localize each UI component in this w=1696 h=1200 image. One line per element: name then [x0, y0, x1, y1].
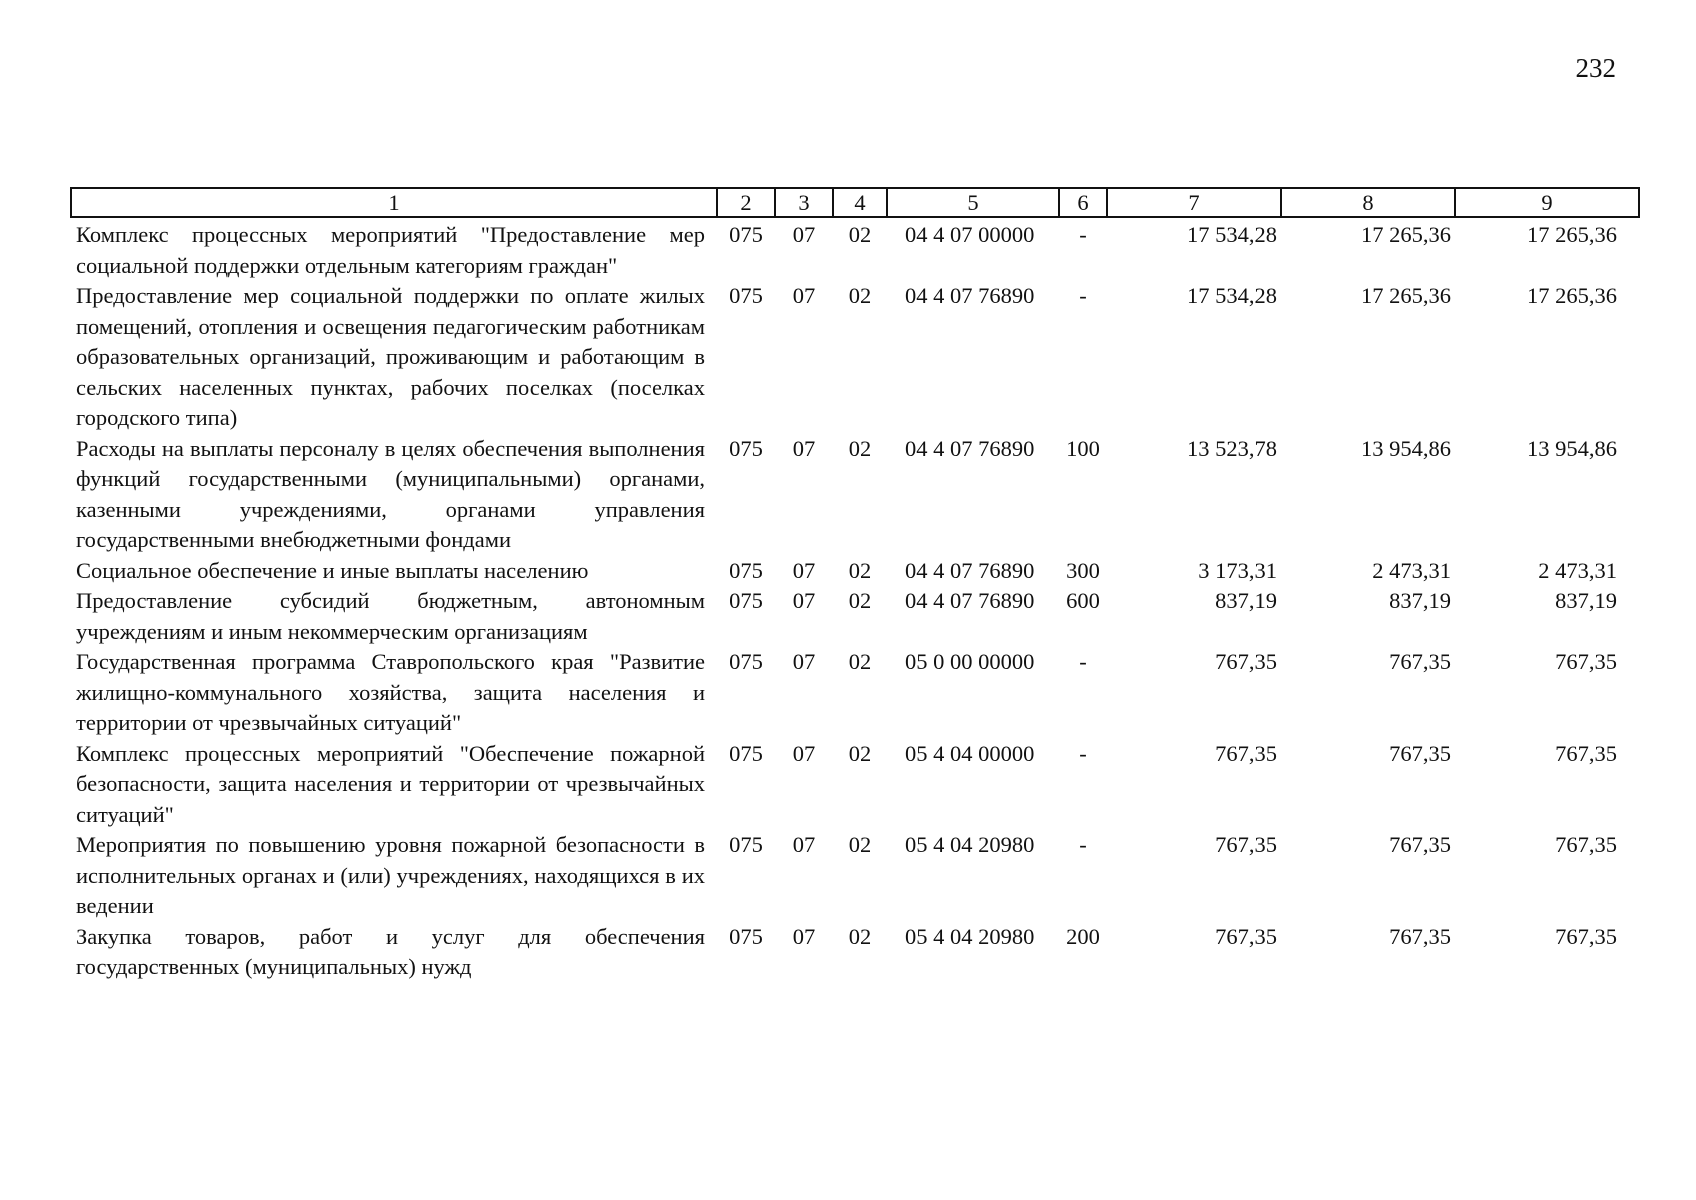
expense-name: Предоставление субсидий бюджетным, автономным учреждениям и иным некоммерческим организациям	[76, 588, 705, 644]
amount-col-8: 767,35	[1389, 740, 1451, 766]
ministry-code: 075	[729, 588, 763, 613]
ministry-code: 075	[729, 435, 763, 461]
expense-type-code: -	[1079, 283, 1087, 308]
subsection-code: 02	[848, 557, 872, 583]
target-article-code: 04 4 07 76890	[905, 435, 1035, 461]
ministry-code: 075	[729, 557, 763, 583]
expense-name: Комплекс процессных мероприятий "Предоставление мер социальной поддержки отдельным категориям граждан"	[76, 222, 705, 278]
section-code: 07	[792, 222, 816, 247]
column-header-3: 3	[775, 188, 833, 217]
amount-col-8: 17 265,36	[1361, 283, 1451, 308]
ministry-code: 075	[729, 923, 763, 949]
amount-col-9: 17 265,36	[1527, 283, 1617, 308]
table-row	[71, 281, 1639, 434]
subsection-code: 02	[848, 283, 872, 308]
amount-col-8: 767,35	[1389, 832, 1451, 857]
subsection-code: 02	[848, 588, 872, 613]
section-code: 07	[792, 649, 816, 674]
subsection-code: 02	[848, 923, 872, 949]
expense-name: Мероприятия по повышению уровня пожарной безопасности в исполнительных органах и (или) учреждениях, находящихся в их ведении	[76, 832, 705, 918]
ministry-code: 075	[729, 649, 763, 674]
section-code: 07	[792, 557, 816, 583]
ministry-code: 075	[729, 832, 763, 857]
expense-type-code: 100	[1066, 435, 1100, 461]
amount-col-9: 2 473,31	[1538, 557, 1617, 583]
table-row	[71, 556, 1639, 587]
table-row	[71, 217, 1639, 281]
column-header-7: 7	[1107, 188, 1281, 217]
expense-type-code: -	[1079, 649, 1087, 674]
page-number: 232	[1575, 53, 1616, 83]
expense-name: Государственная программа Ставропольского края "Развитие жилищно-коммунального хозяйства, защита населения и территории от чрезвычайных ситуаций"	[76, 649, 705, 735]
target-article-code: 05 4 04 20980	[905, 923, 1035, 949]
table-row	[71, 647, 1639, 739]
section-code: 07	[792, 435, 816, 461]
column-number-header-row	[71, 188, 1639, 217]
section-code: 07	[792, 588, 816, 613]
table-row	[71, 586, 1639, 647]
subsection-code: 02	[848, 649, 872, 674]
amount-col-9: 13 954,86	[1527, 435, 1617, 461]
amount-col-7: 17 534,28	[1187, 283, 1277, 308]
amount-col-7: 767,35	[1215, 649, 1277, 674]
table-row	[71, 434, 1639, 556]
budget-table	[70, 187, 1640, 983]
table-row	[71, 830, 1639, 922]
amount-col-9: 767,35	[1555, 740, 1617, 766]
section-code: 07	[792, 283, 816, 308]
target-article-code: 05 4 04 20980	[905, 832, 1035, 857]
target-article-code: 04 4 07 00000	[905, 222, 1035, 247]
ministry-code: 075	[729, 222, 763, 247]
amount-col-9: 837,19	[1555, 588, 1617, 613]
section-code: 07	[792, 832, 816, 857]
ministry-code: 075	[729, 283, 763, 308]
expense-type-code: 200	[1066, 923, 1100, 949]
table-row	[71, 739, 1639, 831]
column-header-8: 8	[1281, 188, 1455, 217]
amount-col-7: 837,19	[1215, 588, 1277, 613]
subsection-code: 02	[848, 435, 872, 461]
column-header-5: 5	[887, 188, 1059, 217]
amount-col-9: 767,35	[1555, 649, 1617, 674]
target-article-code: 04 4 07 76890	[905, 588, 1035, 613]
column-header-4: 4	[833, 188, 887, 217]
amount-col-9: 767,35	[1555, 832, 1617, 857]
ministry-code: 075	[729, 740, 763, 766]
amount-col-8: 17 265,36	[1361, 222, 1451, 247]
table-row	[71, 922, 1639, 983]
expense-type-code: -	[1079, 740, 1087, 766]
expense-name: Предоставление мер социальной поддержки по оплате жилых помещений, отопления и освещения педагогическим работникам образовательных организаций, проживающим и работающим в сельских населенных пунктах, рабочих поселках (поселках городского типа)	[76, 283, 705, 430]
subsection-code: 02	[848, 740, 872, 766]
column-header-2: 2	[717, 188, 775, 217]
amount-col-7: 767,35	[1215, 923, 1277, 949]
expense-type-code: -	[1079, 832, 1087, 857]
expense-name: Закупка товаров, работ и услуг для обеспечения государственных (муниципальных) нужд	[76, 923, 705, 979]
expense-type-code: -	[1079, 222, 1087, 247]
amount-col-7: 13 523,78	[1187, 435, 1277, 461]
amount-col-8: 767,35	[1389, 649, 1451, 674]
column-header-6: 6	[1059, 188, 1107, 217]
section-code: 07	[792, 923, 816, 949]
target-article-code: 05 0 00 00000	[905, 649, 1035, 674]
subsection-code: 02	[848, 832, 872, 857]
expense-name: Расходы на выплаты персоналу в целях обеспечения выполнения функций государственными (муниципальными) органами, казенными учреждениями, органами управления государственными внебюджетными фондами	[76, 435, 705, 552]
target-article-code: 04 4 07 76890	[905, 283, 1035, 308]
column-header-9: 9	[1455, 188, 1639, 217]
expense-type-code: 300	[1066, 557, 1100, 583]
subsection-code: 02	[848, 222, 872, 247]
section-code: 07	[792, 740, 816, 766]
amount-col-7: 767,35	[1215, 832, 1277, 857]
amount-col-8: 767,35	[1389, 923, 1451, 949]
expense-name: Комплекс процессных мероприятий "Обеспечение пожарной безопасности, защита населения и территории от чрезвычайных ситуаций"	[76, 740, 705, 827]
amount-col-8: 13 954,86	[1361, 435, 1451, 461]
amount-col-7: 767,35	[1215, 740, 1277, 766]
expense-type-code: 600	[1066, 588, 1100, 613]
amount-col-8: 2 473,31	[1372, 557, 1451, 583]
expense-name: Социальное обеспечение и иные выплаты населению	[76, 557, 589, 583]
amount-col-7: 17 534,28	[1187, 222, 1277, 247]
column-header-1: 1	[71, 188, 717, 217]
amount-col-7: 3 173,31	[1198, 557, 1277, 583]
amount-col-8: 837,19	[1389, 588, 1451, 613]
target-article-code: 04 4 07 76890	[905, 557, 1035, 583]
amount-col-9: 17 265,36	[1527, 222, 1617, 247]
target-article-code: 05 4 04 00000	[905, 740, 1035, 766]
amount-col-9: 767,35	[1555, 923, 1617, 949]
